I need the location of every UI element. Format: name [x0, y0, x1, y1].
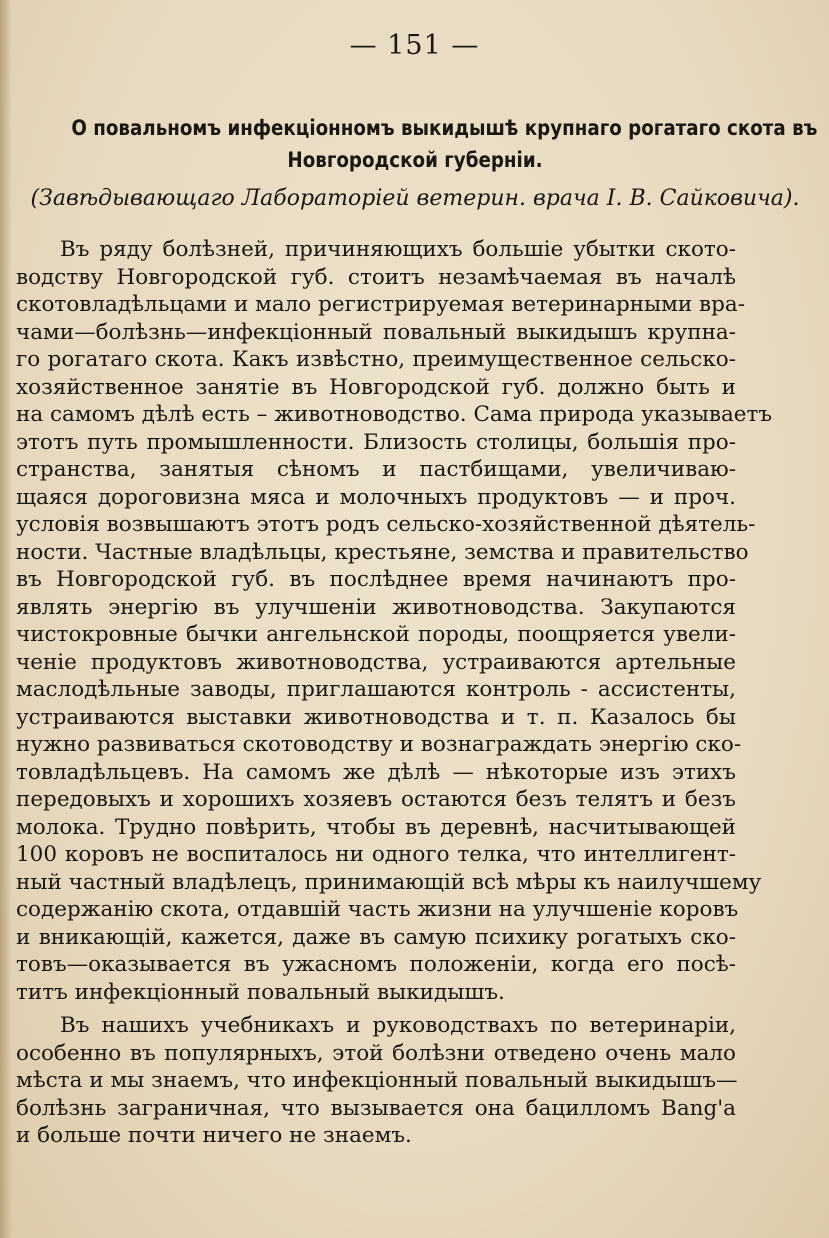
article-title-line: Новгородской губерніи.	[287, 148, 543, 172]
text-line: чистокровные бычки ангельнской породы, поощряется увели-	[16, 622, 736, 647]
page-gutter-shadow	[0, 0, 12, 1238]
text-line: и вникающій, кажется, даже въ самую психику рогатыхъ ско-	[16, 924, 736, 950]
text-line: содержанію скота, отдавшій часть жизни на улучшеніе коровъ	[16, 897, 739, 922]
text-line: водству Новгородской губ. стоитъ незамѣчаемая въ началѣ	[16, 264, 736, 290]
text-line: болѣзнь заграничная, что вызывается она бацилломъ Bang'a	[16, 1095, 736, 1121]
text-line: товладѣльцевъ. На самомъ же дѣлѣ — нѣкоторые изъ этихъ	[16, 759, 736, 785]
paragraph-2	[16, 1012, 736, 1150]
text-line: условія возвышаютъ этотъ родъ сельско-хозяйственной дѣятель-	[16, 512, 756, 537]
text-line: на самомъ дѣлѣ есть – животноводство. Сама природа указываетъ	[16, 402, 773, 427]
text-line: Въ ряду болѣзней, причиняющихъ большіе убытки ското-	[60, 237, 736, 262]
article-title-line: О повальномъ инфекціонномъ выкидышѣ крупнаго рогатаго скота въ	[71, 116, 818, 140]
text-line: 100 коровъ не воспиталось ни одного телка, что интеллигент-	[16, 842, 736, 867]
text-line: ности. Частные владѣльцы, крестьяне, земства и правительство	[16, 539, 749, 565]
text-line: нужно развиваться скотоводству и вознаграждать энергію ско-	[16, 732, 742, 757]
text-line: титъ инфекціонный повальный выкидышъ.	[16, 979, 505, 1005]
text-line: молока. Трудно повѣрить, чтобы въ деревнѣ, насчитывающей	[16, 814, 736, 840]
text-line: являть энергію въ улучшеніи животноводства. Закупаются	[16, 594, 736, 620]
text-line: устраиваются выставки животноводства и т. п. Казалось бы	[16, 704, 736, 730]
text-line: товъ—оказывается въ ужасномъ положеніи, когда его посѣ-	[16, 952, 736, 977]
text-line: Въ нашихъ учебникахъ и руководствахъ по ветеринаріи,	[60, 1013, 736, 1038]
text-line: хозяйственное занятіе въ Новгородской губ. должно быть и	[16, 374, 736, 400]
text-line: странства, занятыя сѣномъ и пастбищами, увеличиваю-	[16, 457, 736, 482]
text-line: щаяся дороговизна мяса и молочныхъ продуктовъ — и проч.	[16, 484, 736, 510]
text-line: мѣста и мы знаемъ, что инфекціонный повальный выкидышъ—	[16, 1068, 738, 1093]
article-body	[16, 236, 773, 1150]
text-line: ченіе продуктовъ животноводства, устраиваются артельные	[16, 649, 736, 675]
text-line: передовыхъ и хорошихъ хозяевъ остаются безъ телятъ и безъ	[16, 787, 736, 812]
text-line: этотъ путь промышленности. Близость столицы, большія про-	[16, 429, 736, 455]
text-line: особенно въ популярныхъ, этой болѣзни отведено очень мало	[16, 1040, 736, 1066]
text-line: въ Новгородской губ. въ послѣднее время начинаютъ про-	[16, 567, 736, 592]
text-line: и больше почти ничего не знаемъ.	[16, 1123, 412, 1148]
text-line: ный частный владѣлецъ, принимающій всѣ мѣры къ наилучшему	[16, 869, 762, 895]
article-title	[71, 112, 818, 176]
text-line: чами—болѣзнь—инфекціонный повальный выкидышъ крупна-	[16, 319, 736, 345]
paragraph-1	[16, 236, 773, 1006]
text-line: скотовладѣльцами и мало регистрируемая ветеринарными вра-	[16, 292, 745, 317]
text-line: маслодѣльные заводы, приглашаются контроль - ассистенты,	[16, 677, 736, 702]
text-line: го рогатаго скота. Какъ извѣстно, преимущественное сельско-	[16, 347, 736, 372]
page-number: — 151 —	[349, 30, 480, 61]
author-byline: (Завѣдывающаго Лабораторіей ветерин. врача I. В. Сайковича).	[30, 186, 800, 211]
